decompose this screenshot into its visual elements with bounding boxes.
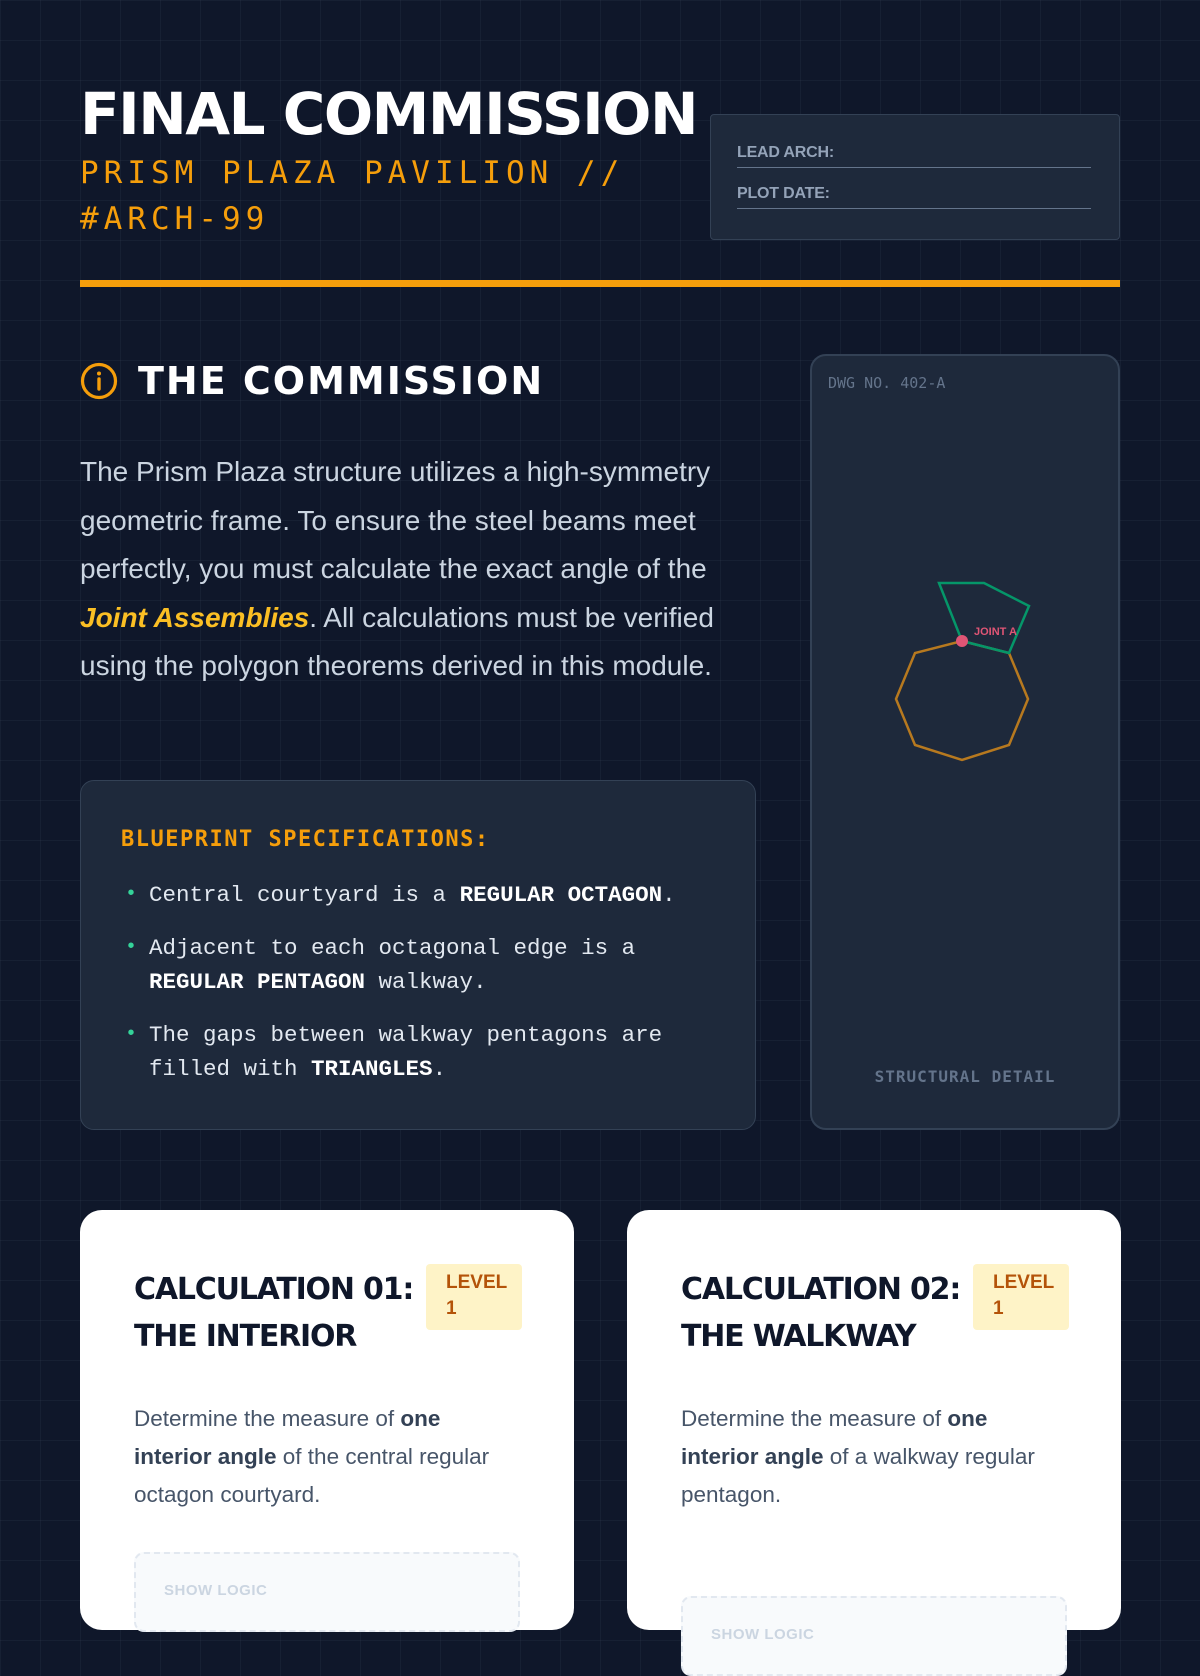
intro-text-start: The Prism Plaza structure utilizes a high-symmetry geometric frame. To ensure the steel beams meet perfectly, you must calculate the exact angle of the <box>80 456 711 584</box>
card-description <box>134 1400 520 1514</box>
card-title: CALCULATION 02: THE WALKWAY <box>681 1272 961 1354</box>
joint-label: JOINT A <box>974 626 1017 638</box>
commission-intro <box>80 448 770 691</box>
show-logic-button[interactable]: SHOW LOGIC <box>134 1552 520 1632</box>
drawing-number: DWG NO. 402-A <box>828 374 946 392</box>
bullet-icon: • <box>125 883 138 906</box>
project-subtitle: PRISM PLAZA PAVILION // #ARCH-99 <box>80 155 625 237</box>
desc-text: of a walkway regular pentagon. <box>681 1444 1035 1507</box>
drawing-caption: STRUCTURAL DETAIL <box>874 1067 1056 1086</box>
intro-text-end: . All calculations must be verified using the polygon theorems derived in this module. <box>80 601 714 681</box>
desc-text: Determine the measure of <box>681 1406 948 1431</box>
octagon-shape <box>896 641 1028 760</box>
show-logic-button[interactable]: SHOW LOGIC <box>681 1596 1067 1676</box>
plot-date-field[interactable]: PLOT DATE: <box>737 182 1091 209</box>
spec-text: walkway. <box>365 969 487 995</box>
lead-arch-field[interactable]: LEAD ARCH: <box>737 141 1091 168</box>
desc-emphasis: one interior angle <box>134 1406 441 1469</box>
structural-drawing <box>810 354 1120 1130</box>
spec-text: Adjacent to each octagonal edge is a <box>149 935 636 961</box>
spec-text: The gaps between walkway pentagons are filled with <box>149 1022 663 1082</box>
spec-text: . <box>662 882 676 908</box>
list-item <box>121 878 715 912</box>
spec-keyword: TRIANGLES <box>311 1056 433 1082</box>
card-title: CALCULATION 01: THE INTERIOR <box>134 1272 414 1354</box>
desc-emphasis: one interior angle <box>681 1406 988 1469</box>
calculation-card <box>627 1210 1121 1643</box>
blueprint-specifications <box>80 780 756 1130</box>
section-title: THE COMMISSION <box>138 359 545 403</box>
commission-heading <box>80 356 544 406</box>
desc-text: Determine the measure of <box>134 1406 401 1431</box>
bullet-icon: • <box>125 1023 138 1046</box>
info-circle-icon <box>80 362 118 400</box>
spec-keyword: REGULAR PENTAGON <box>149 969 366 995</box>
header-divider <box>80 280 1120 287</box>
spec-text: Central courtyard is a <box>149 882 460 908</box>
intro-highlight: Joint Assemblies <box>80 601 310 633</box>
list-item <box>121 931 715 999</box>
joint-marker <box>956 635 968 647</box>
bullet-icon: • <box>125 936 138 959</box>
spec-title: BLUEPRINT SPECIFICATIONS: <box>121 827 490 852</box>
spec-list <box>121 878 715 1086</box>
meta-box <box>710 114 1120 240</box>
level-badge: LEVEL 1 <box>973 1264 1069 1330</box>
page-title: FINAL COMMISSION <box>80 80 698 148</box>
spec-text: . <box>432 1056 447 1082</box>
list-item <box>121 1018 715 1086</box>
structural-diagram <box>812 356 1118 1128</box>
level-badge: LEVEL 1 <box>426 1264 522 1330</box>
card-description <box>681 1400 1067 1514</box>
header <box>80 82 1120 290</box>
calculation-card <box>80 1210 574 1630</box>
desc-text: of the central regular octagon courtyard. <box>134 1444 490 1507</box>
spec-keyword: REGULAR OCTAGON <box>459 882 663 908</box>
